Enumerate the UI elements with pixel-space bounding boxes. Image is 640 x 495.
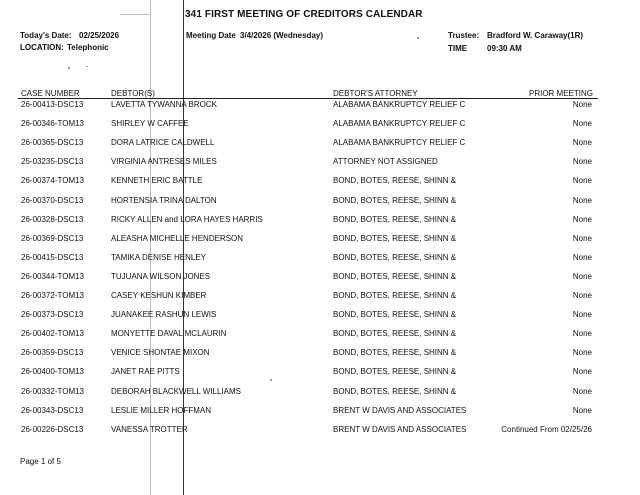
debtor-cell: VENICE SHONTAE MIXON [111, 348, 210, 358]
table-row [0, 291, 640, 310]
time-label: TIME [448, 44, 468, 53]
scan-speck [86, 66, 88, 67]
todays-date-value: 02/25/2026 [79, 31, 120, 40]
prior-meeting-cell: None [572, 329, 592, 339]
debtor-cell: RICKY ALLEN and LORA HAYES HARRIS [111, 214, 263, 224]
attorney-cell: BOND, BOTES, REESE, SHINN & [333, 367, 457, 377]
attorney-cell: BOND, BOTES, REESE, SHINN & [333, 252, 457, 262]
todays-date-label: Today's Date: [20, 31, 72, 40]
table-row [0, 425, 640, 444]
prior-meeting-cell: Continued From 02/25/26 [501, 424, 592, 434]
table-row [0, 272, 640, 291]
column-header-debtors: DEBTOR(S) [111, 89, 155, 98]
debtor-cell: LESLIE MILLER HOFFMAN [111, 405, 212, 415]
debtor-cell: VIRGINIA ANTRESES MILES [111, 157, 217, 167]
table-row [0, 157, 640, 176]
attorney-cell: BOND, BOTES, REESE, SHINN & [333, 310, 457, 320]
scan-speck [120, 14, 150, 15]
prior-meeting-cell: None [572, 291, 592, 300]
table-row [0, 253, 640, 272]
debtor-cell: CASEY KESHUN KIMBER [111, 291, 207, 300]
table-row [0, 348, 640, 367]
debtor-cell: LAVETTA TYWANNA BROCK [111, 100, 217, 109]
attorney-cell: BOND, BOTES, REESE, SHINN & [333, 176, 457, 186]
trustee-value: Bradford W. Caraway(1R) [487, 31, 584, 40]
debtor-cell: MONYETTE DAVAL MCLAURIN [111, 329, 227, 339]
debtor-cell: ALEASHA MICHELLE HENDERSON [111, 233, 244, 243]
location-value: Telephonic [67, 43, 109, 52]
table-row [0, 367, 640, 386]
attorney-cell: ALABAMA BANKRUPTCY RELIEF C [333, 100, 466, 109]
debtor-cell: DEBORAH BLACKWELL WILLIAMS [111, 386, 241, 396]
prior-meeting-cell: None [572, 214, 592, 224]
header-divider [18, 98, 598, 99]
debtor-cell: SHIRLEY W CAFFEE [111, 119, 189, 129]
case-number-cell: 26-00365-DSC13 [21, 138, 84, 148]
attorney-cell: BRENT W DAVIS AND ASSOCIATES [333, 424, 467, 434]
case-number-cell: 26-00328-DSC13 [21, 214, 84, 224]
attorney-cell: BOND, BOTES, REESE, SHINN & [333, 348, 457, 358]
prior-meeting-cell: None [572, 138, 592, 148]
column-header-attorney: DEBTOR'S ATTORNEY [333, 89, 418, 98]
meeting-date-value: 3/4/2026 (Wednesday) [240, 31, 324, 40]
case-number-cell: 25-03235-DSC13 [21, 157, 84, 167]
prior-meeting-cell: None [572, 386, 592, 396]
case-number-cell: 26-00372-TOM13 [21, 291, 84, 300]
table-row [0, 234, 640, 253]
table-row [0, 310, 640, 329]
debtor-cell: VANESSA TROTTER [111, 424, 188, 434]
case-number-cell: 26-00369-DSC13 [21, 233, 84, 243]
case-number-cell: 26-00400-TOM13 [21, 367, 84, 377]
case-number-cell: 26-00226-DSC13 [21, 424, 84, 434]
case-number-cell: 26-00374-TOM13 [21, 176, 84, 186]
prior-meeting-cell: None [572, 195, 592, 205]
case-number-cell: 26-00344-TOM13 [21, 271, 84, 281]
attorney-cell: BOND, BOTES, REESE, SHINN & [333, 271, 457, 281]
prior-meeting-cell: None [572, 157, 592, 167]
debtor-cell: KENNETH ERIC BATTLE [111, 176, 203, 186]
attorney-cell: BOND, BOTES, REESE, SHINN & [333, 214, 457, 224]
attorney-cell: ALABAMA BANKRUPTCY RELIEF C [333, 119, 466, 129]
column-header-case-number: CASE NUMBER [21, 89, 80, 98]
case-number-cell: 26-00373-DSC13 [21, 310, 84, 320]
prior-meeting-cell: None [572, 348, 592, 358]
attorney-cell: BOND, BOTES, REESE, SHINN & [333, 195, 457, 205]
debtor-cell: TAMIKA DENISE HENLEY [111, 252, 206, 262]
location-label: LOCATION: [20, 43, 64, 52]
scan-speck [417, 37, 419, 39]
prior-meeting-cell: None [572, 233, 592, 243]
table-row [0, 329, 640, 348]
scan-speck [68, 67, 70, 69]
prior-meeting-cell: None [572, 119, 592, 129]
page-number: Page 1 of 5 [20, 457, 61, 466]
page-title: 341 FIRST MEETING OF CREDITORS CALENDAR [185, 9, 423, 20]
attorney-cell: BOND, BOTES, REESE, SHINN & [333, 233, 457, 243]
attorney-cell: BRENT W DAVIS AND ASSOCIATES [333, 405, 467, 415]
table-row [0, 100, 640, 119]
debtor-cell: HORTENSIA TRINA DALTON [111, 195, 217, 205]
trustee-label: Trustee: [448, 31, 480, 40]
table-row [0, 196, 640, 215]
attorney-cell: BOND, BOTES, REESE, SHINN & [333, 291, 457, 300]
prior-meeting-cell: None [572, 271, 592, 281]
table-row [0, 215, 640, 234]
debtor-cell: DORA LATRICE CALDWELL [111, 138, 215, 148]
table-row [0, 138, 640, 157]
prior-meeting-cell: None [572, 252, 592, 262]
attorney-cell: ALABAMA BANKRUPTCY RELIEF C [333, 138, 466, 148]
case-number-cell: 26-00415-DSC13 [21, 252, 84, 262]
case-number-cell: 26-00402-TOM13 [21, 329, 84, 339]
attorney-cell: BOND, BOTES, REESE, SHINN & [333, 386, 457, 396]
attorney-cell: ATTORNEY NOT ASSIGNED [333, 157, 438, 167]
case-number-cell: 26-00370-DSC13 [21, 195, 84, 205]
time-value: 09:30 AM [487, 44, 522, 53]
column-header-prior-meeting: PRIOR MEETING [528, 89, 593, 98]
table-row [0, 176, 640, 195]
debtor-cell: JUANAKEE RASHUN LEWIS [111, 310, 217, 320]
prior-meeting-cell: None [572, 310, 592, 320]
case-number-cell: 26-00359-DSC13 [21, 348, 84, 358]
table-row [0, 119, 640, 138]
case-number-cell: 26-00332-TOM13 [21, 386, 84, 396]
debtor-cell: TUJUANA WILSON JONES [111, 271, 211, 281]
prior-meeting-cell: None [572, 405, 592, 415]
table-row [0, 406, 640, 425]
prior-meeting-cell: None [572, 367, 592, 377]
attorney-cell: BOND, BOTES, REESE, SHINN & [333, 329, 457, 339]
prior-meeting-cell: None [572, 176, 592, 186]
debtor-cell: JANET RAE PITTS [111, 367, 180, 377]
prior-meeting-cell: None [572, 100, 592, 109]
case-number-cell: 26-00413-DSC13 [21, 100, 84, 109]
meeting-date-label: Meeting Date [186, 31, 236, 40]
case-number-cell: 26-00346-TOM13 [21, 119, 84, 129]
table-row [0, 387, 640, 406]
case-number-cell: 26-00343-DSC13 [21, 405, 84, 415]
